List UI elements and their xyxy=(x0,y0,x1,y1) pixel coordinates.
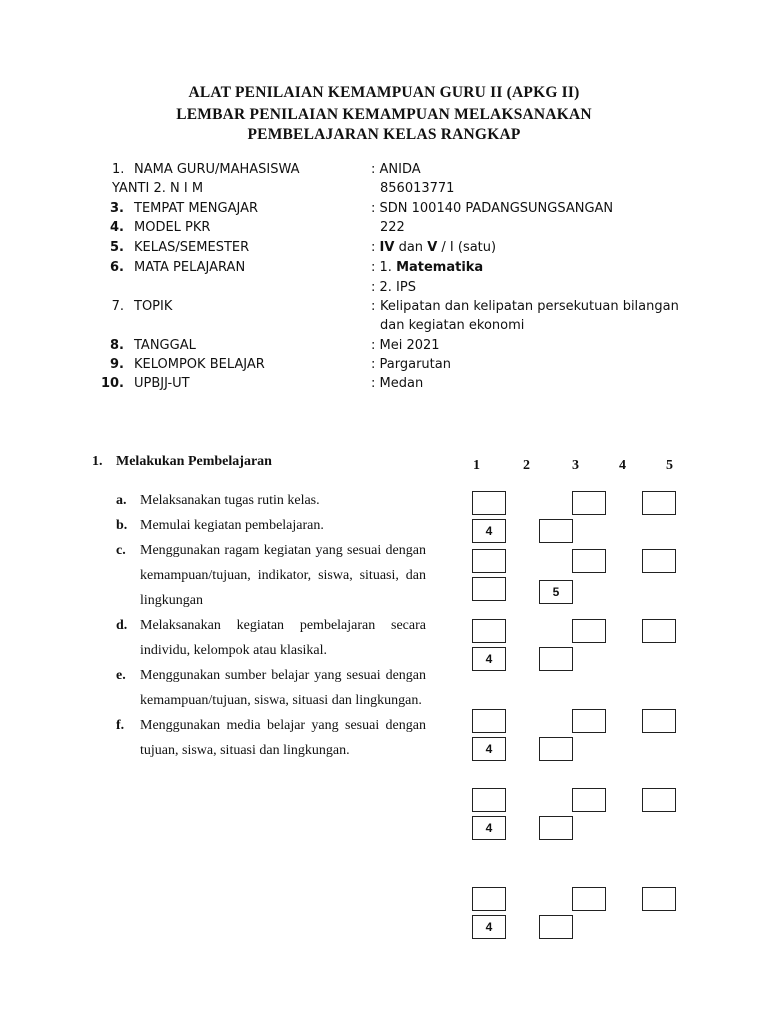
model-label: MODEL PKR xyxy=(134,220,211,235)
topik-value-line-1: Kelipatan dan kelipatan persekutuan bilangan xyxy=(380,299,679,314)
tanggal-label: TANGGAL xyxy=(134,338,196,353)
item-c-text: Menggunakan ragam kegiatan yang sesuai dengan kemampuan/tujuan, indikator, siswa, situasi, dan lingkungan xyxy=(140,543,426,608)
score-box-value[interactable]: 5 xyxy=(539,580,573,604)
score-box[interactable] xyxy=(472,709,506,733)
score-box-value[interactable]: 4 xyxy=(472,737,506,761)
tanggal-number: 8. xyxy=(110,338,124,353)
score-box[interactable] xyxy=(572,549,606,573)
score-box[interactable] xyxy=(472,788,506,812)
kelas-dan: dan xyxy=(398,240,424,255)
score-box[interactable] xyxy=(642,491,676,515)
score-box[interactable] xyxy=(642,549,676,573)
item-e-letter: e. xyxy=(116,668,126,683)
tanggal-value: : Mei 2021 xyxy=(371,338,440,353)
score-box[interactable] xyxy=(642,788,676,812)
kelas-value xyxy=(371,240,496,255)
score-box-value[interactable]: 4 xyxy=(472,519,506,543)
item-d-letter: d. xyxy=(116,618,128,633)
mapel-value-2: : 2. IPS xyxy=(371,280,416,295)
score-box[interactable] xyxy=(472,577,506,601)
item-f-text: Menggunakan media belajar yang sesuai dengan tujuan, siswa, situasi dan lingkungan. xyxy=(140,718,426,758)
item-f xyxy=(112,713,426,763)
upbjj-number: 10. xyxy=(100,376,124,391)
scale-3: 3 xyxy=(572,458,579,473)
topik-label: TOPIK xyxy=(134,299,173,314)
mapel-matematika: Matematika xyxy=(396,260,484,275)
score-box[interactable] xyxy=(572,491,606,515)
section-title: Melakukan Pembelajaran xyxy=(116,454,272,469)
kelas-v: V xyxy=(427,240,438,255)
item-b-letter: b. xyxy=(116,518,128,533)
item-e-text: Menggunakan sumber belajar yang sesuai dengan kemampuan/tujuan, siswa, situasi dan lingkungan. xyxy=(140,668,426,708)
score-box[interactable] xyxy=(472,887,506,911)
form-title-line-2: LEMBAR PENILAIAN KEMAMPUAN MELAKSANAKAN xyxy=(176,106,592,123)
item-d-text: Melaksanakan kegiatan pembelajaran secara individu, kelompok atau klasikal. xyxy=(140,618,426,658)
score-box[interactable] xyxy=(472,619,506,643)
score-box[interactable] xyxy=(642,709,676,733)
nama-label: NAMA GURU/MAHASISWA xyxy=(134,162,300,177)
item-e xyxy=(112,663,426,713)
kelas-label: KELAS/SEMESTER xyxy=(134,240,250,255)
kelompok-label: KELOMPOK BELAJAR xyxy=(134,357,265,372)
score-box[interactable] xyxy=(572,788,606,812)
kelompok-value: : Pargarutan xyxy=(371,357,451,372)
item-d xyxy=(112,613,426,663)
mapel-label: MATA PELAJARAN xyxy=(134,260,246,275)
nama-number: 1. xyxy=(112,162,125,177)
item-a-text: Melaksanakan tugas rutin kelas. xyxy=(140,493,320,508)
topik-colon: : xyxy=(371,299,376,314)
topik-number: 7. xyxy=(111,299,124,314)
score-box[interactable] xyxy=(572,709,606,733)
assessment-items xyxy=(112,488,426,763)
kelompok-number: 9. xyxy=(110,357,124,372)
mapel-number: 6. xyxy=(110,260,124,275)
item-b-text: Memulai kegiatan pembelajaran. xyxy=(140,518,324,533)
item-a-letter: a. xyxy=(116,493,127,508)
nim-value: 856013771 xyxy=(380,181,455,196)
score-box[interactable] xyxy=(572,619,606,643)
score-box[interactable] xyxy=(539,816,573,840)
nama-value: : ANIDA xyxy=(371,162,421,177)
kelas-number: 5. xyxy=(110,240,124,255)
topik-value-line-2: dan kegiatan ekonomi xyxy=(380,318,525,333)
score-box[interactable] xyxy=(642,619,676,643)
upbjj-value: : Medan xyxy=(371,376,424,391)
upbjj-label: UPBJJ-UT xyxy=(134,376,190,391)
tempat-number: 3. xyxy=(110,201,124,216)
kelas-iv: IV xyxy=(379,240,395,255)
score-box[interactable] xyxy=(472,491,506,515)
score-box[interactable] xyxy=(642,887,676,911)
item-c xyxy=(112,538,426,613)
score-box[interactable] xyxy=(539,647,573,671)
mapel-value-1 xyxy=(371,260,483,275)
tempat-value: : SDN 100140 PADANGSUNGSANGAN xyxy=(371,201,614,216)
nama-continuation: YANTI 2. N I M xyxy=(112,181,204,196)
score-box-value[interactable]: 4 xyxy=(472,915,506,939)
score-box[interactable] xyxy=(539,737,573,761)
kelas-semester: / I (satu) xyxy=(441,240,497,255)
score-box[interactable] xyxy=(539,519,573,543)
score-box[interactable] xyxy=(539,915,573,939)
scale-1: 1 xyxy=(473,458,480,473)
tempat-label: TEMPAT MENGAJAR xyxy=(134,201,258,216)
mapel-prefix: : 1. xyxy=(371,260,392,275)
section-number: 1. xyxy=(92,454,103,469)
form-title-line-1: ALAT PENILAIAN KEMAMPUAN GURU II (APKG II) xyxy=(188,84,580,101)
item-f-letter: f. xyxy=(116,718,125,733)
score-box-value[interactable]: 4 xyxy=(472,816,506,840)
item-b xyxy=(112,513,426,538)
model-value: 222 xyxy=(380,220,405,235)
form-title-line-3: PEMBELAJARAN KELAS RANGKAP xyxy=(247,126,521,143)
item-c-letter: c. xyxy=(116,543,126,558)
scale-2: 2 xyxy=(523,458,530,473)
score-box-value[interactable]: 4 xyxy=(472,647,506,671)
score-box[interactable] xyxy=(572,887,606,911)
model-number: 4. xyxy=(110,220,124,235)
scale-5: 5 xyxy=(666,458,673,473)
score-box[interactable] xyxy=(472,549,506,573)
scale-4: 4 xyxy=(619,458,626,473)
kelas-colon: : xyxy=(371,240,376,255)
item-a xyxy=(112,488,426,513)
